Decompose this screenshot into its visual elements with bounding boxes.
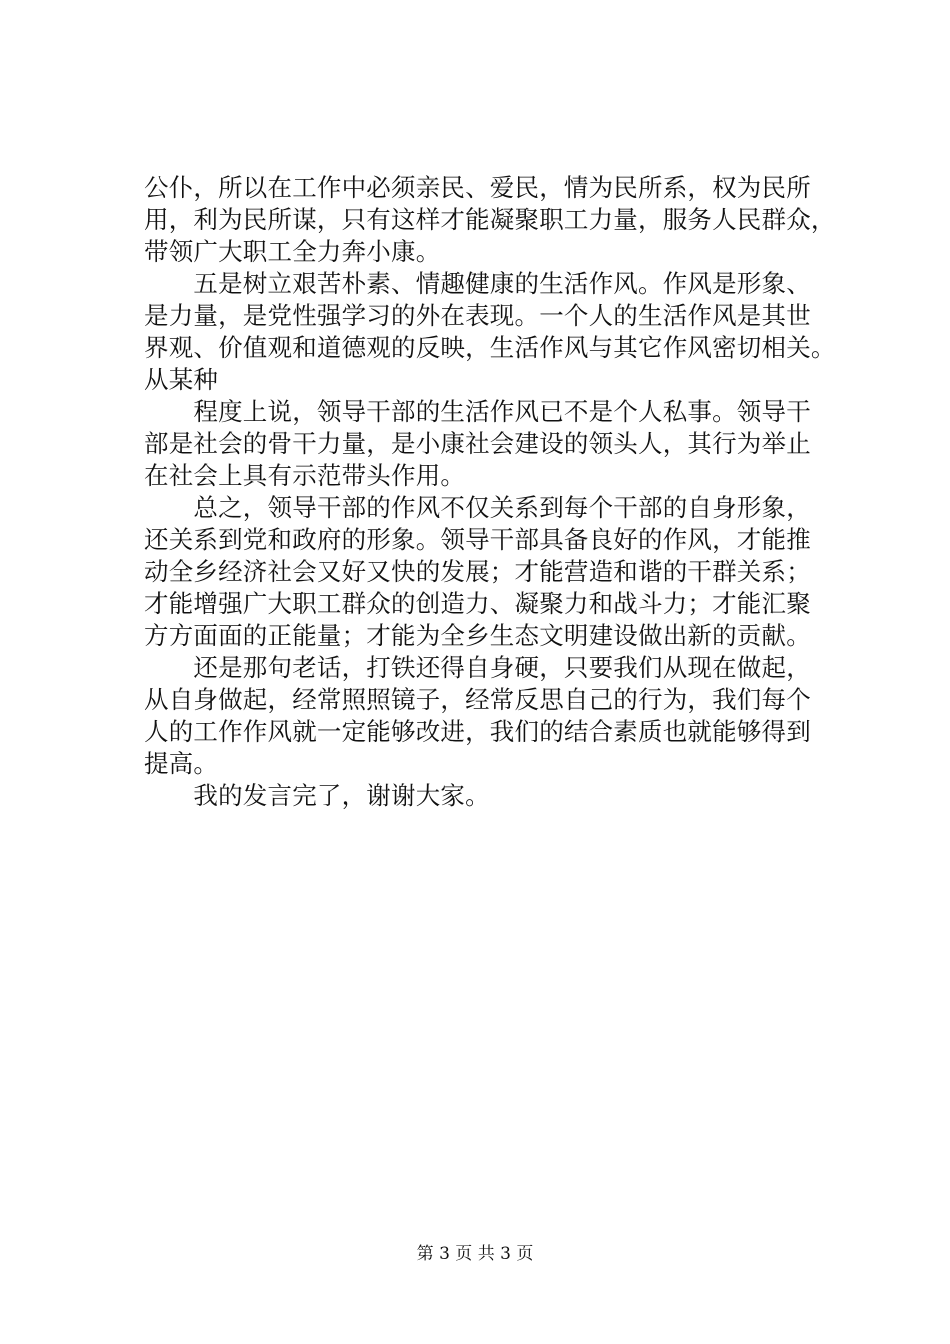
text-line: 带领广大职工全力奔小康。 [144,237,441,266]
text-line: 人的工作作风就一定能够改进，我们的结合素质也就能够得到 [144,717,811,746]
text-line: 动全乡经济社会又好又快的发展；才能营造和谐的干群关系； [144,557,811,586]
body-text [144,172,844,812]
page-number: 第 3 页 共 3 页 [416,1244,534,1264]
text-line: 在社会上具有示范带头作用。 [144,461,466,490]
text-line: 公仆，所以在工作中必须亲民、爱民，情为民所系，权为民所 [144,173,811,202]
text-line: 从自身做起，经常照照镜子，经常反思自己的行为，我们每个 [144,685,811,714]
text-line: 从某种 [144,365,219,394]
text-line: 才能增强广大职工群众的创造力、凝聚力和战斗力；才能汇聚 [144,589,811,618]
text-line: 方方面面的正能量；才能为全乡生态文明建设做出新的贡献。 [144,621,811,650]
text-line: 界观、价值观和道德观的反映，生活作风与其它作风密切相关。 [144,333,836,362]
text-line: 程度上说，领导干部的生活作风已不是个人私事。领导干 [144,397,811,426]
text-line: 用，利为民所谋，只有这样才能凝聚职工力量，服务人民群众， [144,205,836,234]
text-line: 总之，领导干部的作风不仅关系到每个干部的自身形象， [144,493,811,522]
text-line: 还关系到党和政府的形象。领导干部具备良好的作风，才能推 [144,525,811,554]
text-line: 是力量，是党性强学习的外在表现。一个人的生活作风是其世 [144,301,811,330]
page-footer [0,1242,950,1266]
text-line: 提高。 [144,749,219,778]
text-line: 还是那句老话，打铁还得自身硬，只要我们从现在做起， [144,653,811,682]
text-line: 部是社会的骨干力量，是小康社会建设的领头人，其行为举止 [144,429,811,458]
text-line: 五是树立艰苦朴素、情趣健康的生活作风。作风是形象、 [144,269,811,298]
text-line: 我的发言完了，谢谢大家。 [144,781,490,810]
